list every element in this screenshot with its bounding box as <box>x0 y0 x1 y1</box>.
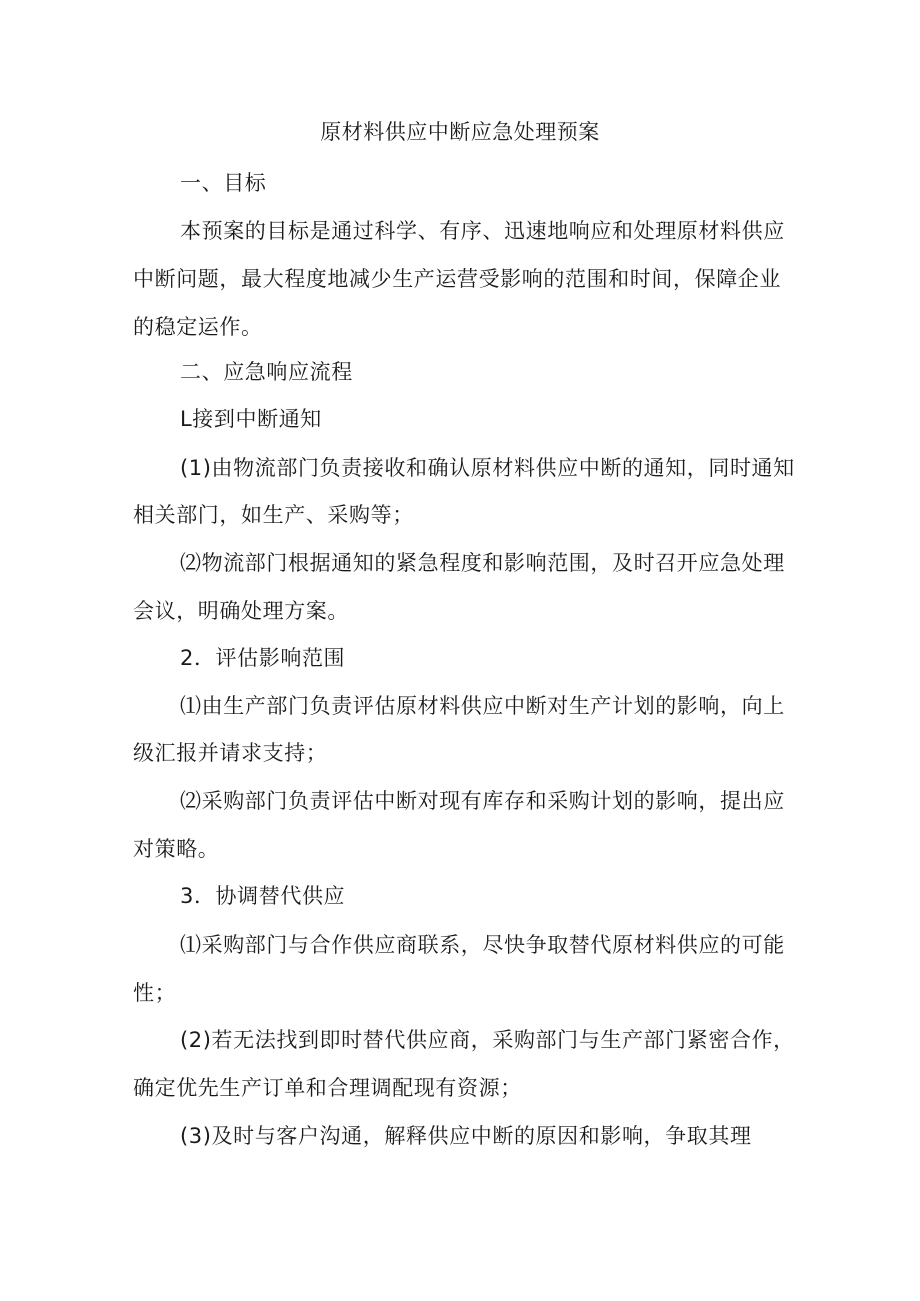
paragraph-line: 本预案的目标是通过科学、有序、迅速地响应和处理原材料供应 <box>180 219 785 243</box>
section-heading-goal: 一、目标 <box>180 171 267 195</box>
paragraph-line: 确定优先生产订单和合理调配现有资源； <box>133 1076 522 1100</box>
paragraph-line: (3)及时与客户沟通，解释供应中断的原因和影响，争取其理 <box>180 1124 752 1148</box>
paragraph-line: 对策略。 <box>133 837 220 861</box>
paragraph-line: 相关部门，如生产、采购等； <box>133 503 414 527</box>
subsection-heading: 3．协调替代供应 <box>180 884 346 908</box>
paragraph-line: 会议，明确处理方案。 <box>133 599 349 623</box>
page-title: 原材料供应中断应急处理预案 <box>320 120 600 144</box>
paragraph-line: (2)若无法找到即时替代供应商，采购部门与生产部门紧密合作， <box>180 1028 795 1052</box>
subsection-heading: 2．评估影响范围 <box>180 646 346 670</box>
paragraph-line: 的稳定运作。 <box>133 315 263 339</box>
subsection-heading: L接到中断通知 <box>180 407 322 431</box>
paragraph-line: ⑵物流部门根据通知的紧急程度和影响范围，及时召开应急处理 <box>180 551 785 575</box>
paragraph-line: 中断问题，最大程度地减少生产运营受影响的范围和时间，保障企业 <box>133 267 781 291</box>
paragraph-line: ⑴由生产部门负责评估原材料供应中断对生产计划的影响，向上 <box>180 694 785 718</box>
paragraph-line: 性； <box>133 981 177 1005</box>
paragraph-line: ⑴采购部门与合作供应商联系，尽快争取替代原材料供应的可能 <box>180 933 785 957</box>
paragraph-line: ⑵采购部门负责评估中断对现有库存和采购计划的影响，提出应 <box>180 789 785 813</box>
paragraph-line: (1)由物流部门负责接收和确认原材料供应中断的通知，同时通知 <box>180 456 795 480</box>
paragraph-line: 级汇报并请求支持； <box>133 741 328 765</box>
section-heading-response: 二、应急响应流程 <box>180 360 353 384</box>
